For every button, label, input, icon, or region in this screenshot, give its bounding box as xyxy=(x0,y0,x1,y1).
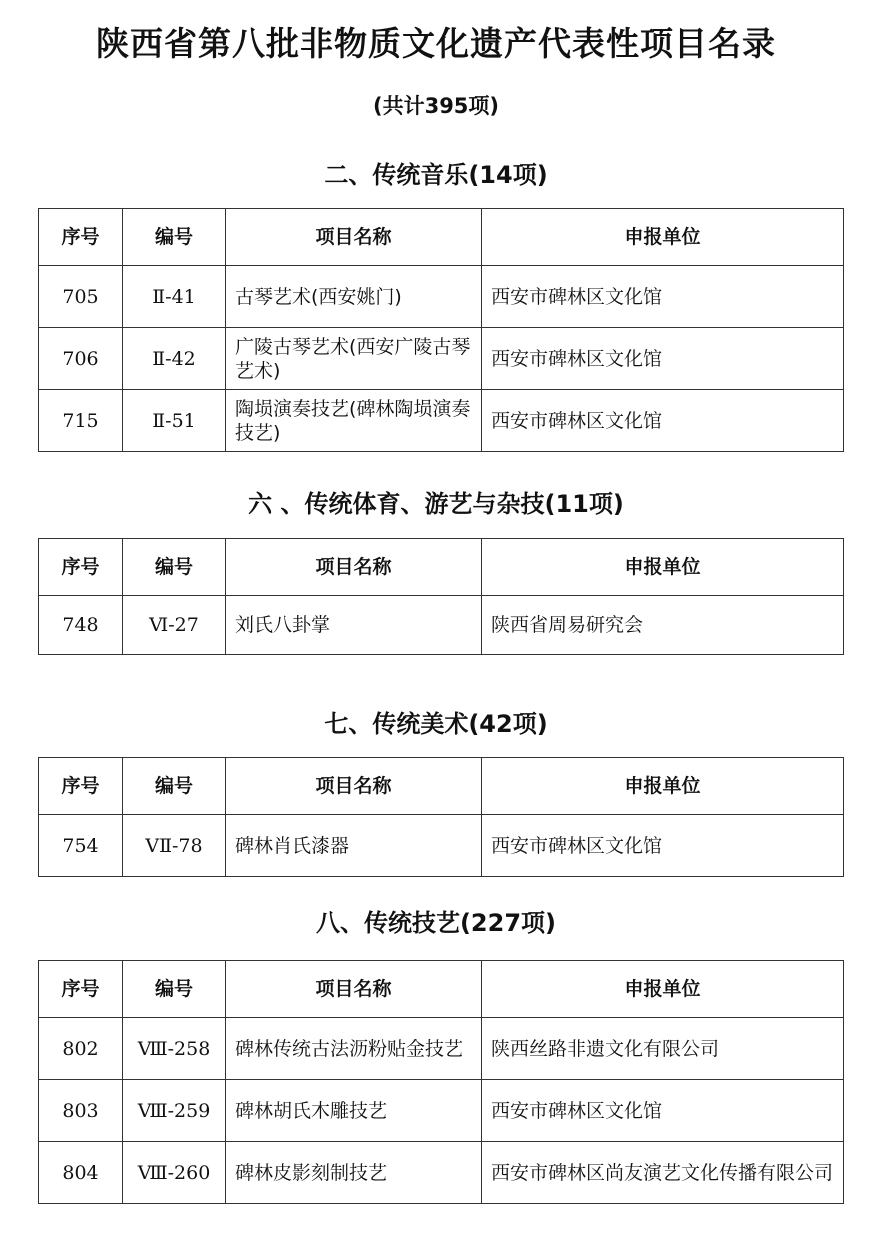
table-row xyxy=(39,1018,844,1080)
cell-unit: 西安市碑林区文化馆 xyxy=(482,815,844,877)
cell-name: 碑林胡氏木雕技艺 xyxy=(226,1080,482,1142)
cell-code: Ⅵ-27 xyxy=(123,596,226,655)
cell-seq: 706 xyxy=(39,328,123,390)
cell-unit: 西安市碑林区尚友演艺文化传播有限公司 xyxy=(482,1142,844,1204)
header-name: 项目名称 xyxy=(226,758,482,815)
cell-seq: 715 xyxy=(39,390,123,452)
cell-unit: 西安市碑林区文化馆 xyxy=(482,1080,844,1142)
table-header-row xyxy=(39,758,844,815)
table-traditional-sports xyxy=(38,538,844,655)
table-header-row xyxy=(39,209,844,266)
table-traditional-music xyxy=(38,208,844,452)
header-unit: 申报单位 xyxy=(482,209,844,266)
table-row xyxy=(39,266,844,328)
cell-unit: 陕西丝路非遗文化有限公司 xyxy=(482,1018,844,1080)
table-row xyxy=(39,596,844,655)
cell-seq: 754 xyxy=(39,815,123,877)
cell-name: 广陵古琴艺术(西安广陵古琴艺术) xyxy=(226,328,482,390)
header-code: 编号 xyxy=(123,539,226,596)
header-unit: 申报单位 xyxy=(482,539,844,596)
cell-code: Ⅱ-42 xyxy=(123,328,226,390)
table-traditional-art xyxy=(38,757,844,877)
header-unit: 申报单位 xyxy=(482,961,844,1018)
section-heading-traditional-craft: 八、传统技艺(227项) xyxy=(315,909,557,937)
cell-name: 古琴艺术(西安姚门) xyxy=(226,266,482,328)
header-name: 项目名称 xyxy=(226,961,482,1018)
cell-seq: 802 xyxy=(39,1018,123,1080)
header-seq: 序号 xyxy=(39,758,123,815)
cell-name: 碑林传统古法沥粉贴金技艺 xyxy=(226,1018,482,1080)
cell-seq: 804 xyxy=(39,1142,123,1204)
cell-unit: 西安市碑林区文化馆 xyxy=(482,328,844,390)
section-heading-traditional-art: 七、传统美术(42项) xyxy=(324,710,548,738)
cell-seq: 803 xyxy=(39,1080,123,1142)
cell-code: Ⅷ-259 xyxy=(123,1080,226,1142)
header-code: 编号 xyxy=(123,209,226,266)
header-seq: 序号 xyxy=(39,209,123,266)
table-traditional-craft xyxy=(38,960,844,1204)
table-header-row xyxy=(39,539,844,596)
table-header-row xyxy=(39,961,844,1018)
cell-unit: 西安市碑林区文化馆 xyxy=(482,390,844,452)
header-name: 项目名称 xyxy=(226,539,482,596)
cell-code: Ⅱ-51 xyxy=(123,390,226,452)
table-row xyxy=(39,815,844,877)
section-heading-traditional-music: 二、传统音乐(14项) xyxy=(324,161,548,189)
section-heading-traditional-sports: 六 、传统体育、游艺与杂技(11项) xyxy=(248,490,624,518)
header-seq: 序号 xyxy=(39,961,123,1018)
cell-code: Ⅷ-258 xyxy=(123,1018,226,1080)
cell-name: 陶埙演奏技艺(碑林陶埙演奏技艺) xyxy=(226,390,482,452)
cell-name: 碑林肖氏漆器 xyxy=(226,815,482,877)
header-code: 编号 xyxy=(123,758,226,815)
cell-code: ⅤⅡ-78 xyxy=(123,815,226,877)
cell-code: Ⅷ-260 xyxy=(123,1142,226,1204)
table-row xyxy=(39,1142,844,1204)
cell-code: Ⅱ-41 xyxy=(123,266,226,328)
header-seq: 序号 xyxy=(39,539,123,596)
table-row xyxy=(39,328,844,390)
header-name: 项目名称 xyxy=(226,209,482,266)
cell-name: 刘氏八卦掌 xyxy=(226,596,482,655)
cell-unit: 西安市碑林区文化馆 xyxy=(482,266,844,328)
cell-name: 碑林皮影刻制技艺 xyxy=(226,1142,482,1204)
cell-seq: 705 xyxy=(39,266,123,328)
table-row xyxy=(39,1080,844,1142)
document-subtitle: (共计395项) xyxy=(372,94,500,118)
header-unit: 申报单位 xyxy=(482,758,844,815)
table-row xyxy=(39,390,844,452)
header-code: 编号 xyxy=(123,961,226,1018)
cell-seq: 748 xyxy=(39,596,123,655)
document-title: 陕西省第八批非物质文化遗产代表性项目名录 xyxy=(96,24,776,63)
cell-unit: 陕西省周易研究会 xyxy=(482,596,844,655)
